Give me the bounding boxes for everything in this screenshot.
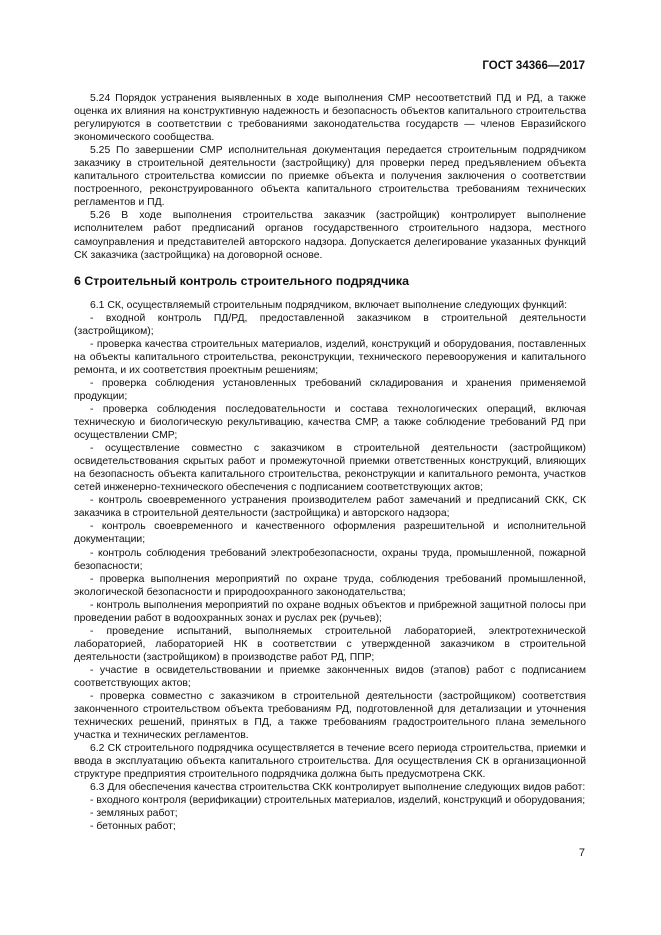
document-body <box>74 92 586 834</box>
list-item: - осуществление совместно с заказчиком в строительной деятельности (застройщиком) освидетельствования скрытых работ и промежуточной приемки ответственных конструкций, влияющих на безопасность объекта капитального строительства, реконструкции и капитального ремонта, участков сетей инженерно-технического обеспечения с подписанием соответствующих актов; <box>74 443 586 494</box>
clause-5-24: 5.24 Порядок устранения выявленных в ходе выполнения СМР несоответствий ПД и РД, а также оценка их влияния на конструктивную надежность и безопасность объектов капитального строительства регулируются в соответствии с требованиями законодательства государств — членов Евразийского экономического сообщества. <box>74 93 586 144</box>
list-item: - входного контроля (верификации) строительных материалов, изделий, конструкций и оборудования; <box>90 795 586 807</box>
list-item: - земляных работ; <box>90 808 178 820</box>
list-item: - бетонных работ; <box>90 821 176 833</box>
section-title: 6 Строительный контроль строительного подрядчика <box>74 273 409 288</box>
list-item: - контроль своевременного устранения производителем работ замечаний и предписаний СКК, СК заказчика в строительной деятельности (застройщика) и авторского надзора; <box>74 495 586 520</box>
list-item: - проведение испытаний, выполняемых строительной лабораторией, электротехнической лабораторией, лабораторией НК в соответствии с утвержденной заказчиком в строительной деятельности (застройщиком) в производстве работ РД, ППР; <box>74 625 586 663</box>
list-item: - контроль соблюдения требований электробезопасности, охраны труда, промышленной, пожарной безопасности; <box>74 547 586 572</box>
list-item: - проверка качества строительных материалов, изделий, конструкций и оборудования, поставленных на объекты капитального строительства, реконструкции, технического перевооружения и капитального ремонта, и их соответствия проектным решениям; <box>74 338 586 376</box>
clause-6-3: 6.3 Для обеспечения качества строительства СКК контролирует выполнение следующих видов работ: <box>90 782 586 794</box>
list-item: - проверка соблюдения последовательности и состава технологических операций, включая техническую и биологическую рекультивацию, качества СМР, а также соблюдение требований РД при осуществлении СМР; <box>74 403 586 442</box>
list-item: - контроль выполнения мероприятий по охране водных объектов и прибрежной защитной полосы при проведении работ в водоохранных зонах и руслах рек (ручьев); <box>74 599 586 624</box>
clause-5-25: 5.25 По завершении СМР исполнительная документация передается строительным подрядчиком заказчику в строительной деятельности (застройщику) для проверки перед предъявлением объекта капитального строительства комиссии по приемке объекта и получения заключения о соответствии построенного, реконструированного объекта капитального строительства требованиям технических регламентов и ПД. <box>74 145 586 209</box>
page-number: 7 <box>578 847 585 859</box>
list-item: - проверка выполнения мероприятий по охране труда, соблюдения требований промышленной, экологической безопасности и природоохранного законодательства; <box>74 573 586 598</box>
list-item: - проверка совместно с заказчиком в строительной деятельности (застройщиком) соответствия законченного строительством объекта требованиям РД, подготовленной для детализации и уточнения технических решений, принятых в ПД, а также требованиям градостроительного плана земельного участка и технических регламентов. <box>74 691 586 742</box>
list-item: - контроль своевременного и качественного оформления разрешительной и исполнительной документации; <box>74 521 586 546</box>
list-item: - участие в освидетельствовании и приемке законченных видов (этапов) работ с подписанием соответствующих актов; <box>74 664 586 689</box>
list-item: - входной контроль ПД/РД, предоставленной заказчиком в строительной деятельности (застройщиком); <box>74 312 586 337</box>
list-item: - проверка соблюдения установленных требований складирования и хранения применяемой продукции; <box>74 377 586 402</box>
document-header: ГОСТ 34366—2017 <box>482 60 585 72</box>
clause-5-26: 5.26 В ходе выполнения строительства заказчик (застройщик) контролирует выполнение исполнителем работ предписаний органов государственного строительного надзора, местного самоуправления и представителей авторского надзора. Допускается делегирование указанных функций СК заказчика (застройщика) на договорной основе. <box>74 210 586 261</box>
clause-6-1: 6.1 СК, осуществляемый строительным подрядчиком, включает выполнение следующих функций: <box>90 299 568 311</box>
clause-6-2: 6.2 СК строительного подрядчика осуществляется в течение всего периода строительства, приемки и ввода в эксплуатацию объекта капитального строительства. Для осуществления СК в организационной структуре предприятия строительного подрядчика должна быть предусмотрена СКК. <box>74 743 586 781</box>
